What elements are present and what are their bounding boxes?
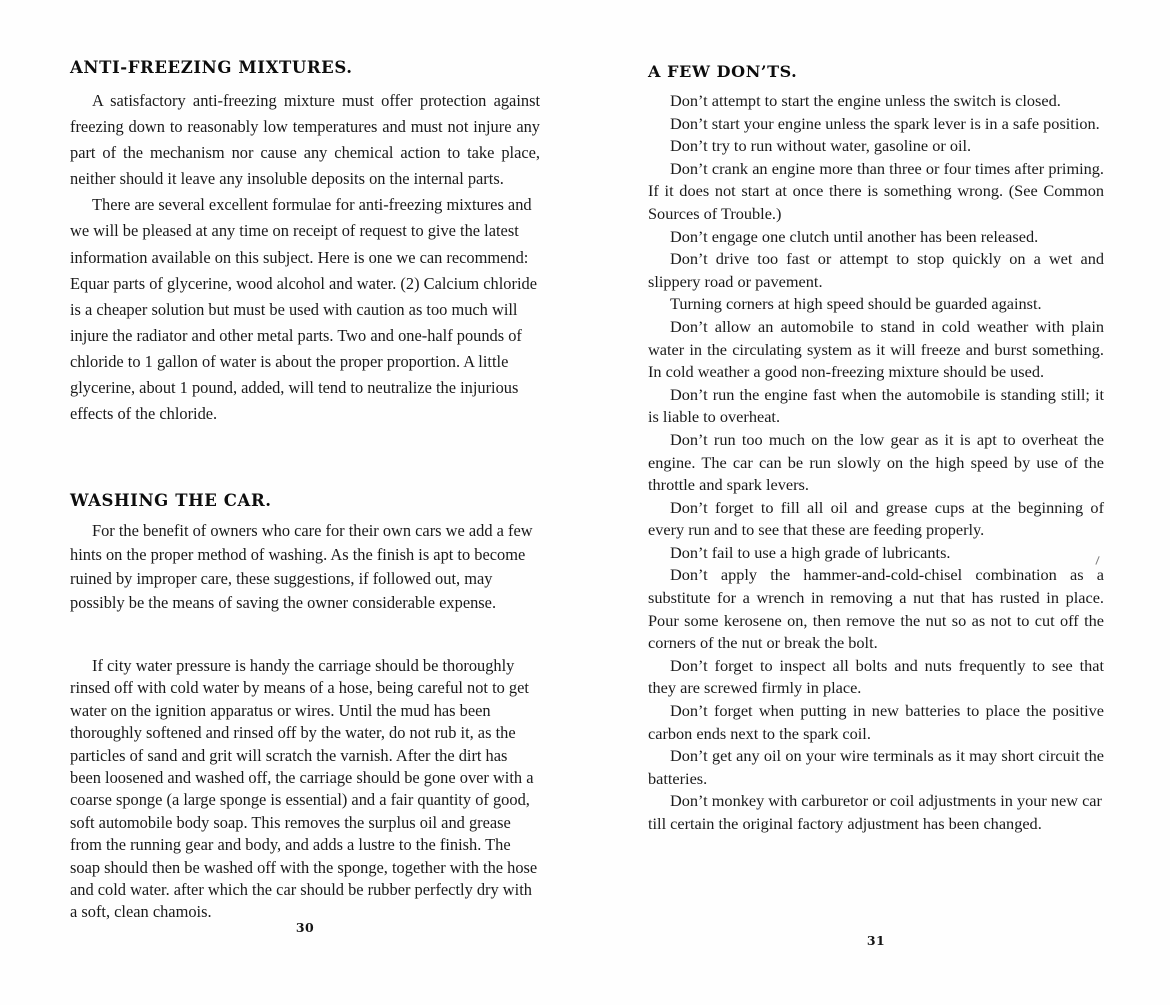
section-heading-a-few-donts: A FEW DON’TS. <box>648 62 798 81</box>
paragraph: A satisfactory anti-freezing mixture must offer protection against freezing down to reasonably low temperatures and must not injure any part of the mechanism nor cause any chemical action to take place, neither should it leave any insoluble deposits on the internal parts. <box>70 91 540 189</box>
paragraph: Don’t drive too fast or attempt to stop quickly on a wet and slippery road or pavement. <box>648 249 1104 291</box>
washing-detail-body <box>70 655 540 924</box>
paragraph: Turning corners at high speed should be guarded against. <box>670 294 1042 314</box>
page-number-left: 30 <box>295 920 315 935</box>
paragraph: Don’t run the engine fast when the automobile is standing still; it is liable to overheat. <box>648 384 1104 427</box>
paragraph: Don’t attempt to start the engine unless the switch is closed. <box>670 91 1061 110</box>
paragraph: Don’t get any oil on your wire terminals as it may short circuit the batteries. <box>648 746 1104 788</box>
paragraph: Don’t try to run without water, gasoline or oil. <box>670 136 972 156</box>
washing-intro-body <box>70 519 540 615</box>
section-heading-washing-the-car: WASHING THE CAR. <box>70 491 272 510</box>
right-page-column <box>648 0 1104 1005</box>
paragraph: There are several excellent formulae for anti-freezing mixtures and we will be pleased at any time on receipt of request to give the latest information available on this subject. Here is one we can recommend: Equar parts of glycerine, wood alcohol and water. (2) Calcium chloride is a cheaper solution but must be used with caution as too much will injure the radiator and other metal parts. Two and one-half pounds of chloride to 1 gallon of water is about the proper proportion. A little glycerine, about 1 pound, added, will tend to neutralize the injurious effects of the chloride. <box>70 195 537 424</box>
paragraph: Don’t fail to use a high grade of lubricants. <box>670 542 951 562</box>
paragraph: If city water pressure is handy the carriage should be thoroughly rinsed off with cold water by means of a hose, being careful not to get water on the ignition apparatus or wires. Until the mud has been thoroughly softened and rinsed off by the water, do not rub it, as the particles of sand and grit will scratch the varnish. After the dirt has been loosened and washed off, the carriage should be gone over with a coarse sponge (a large sponge is essential) and a fair quantity of good, soft automobile body soap. This removes the surplus oil and grease from the running gear and body, and adds a lustre to the finish. The soap should then be washed off with the sponge, together with the hose and cold water. after which the car should be rubber perfectly dry with a soft, clean chamois. <box>70 656 538 922</box>
paragraph: Don’t engage one clutch until another has been released. <box>670 226 1039 246</box>
paragraph: Don’t run too much on the low gear as it is apt to overheat the engine. The car can be run slowly on the high speed by use of the throttle and spark levers. <box>648 429 1104 495</box>
paragraph: Don’t start your engine unless the spark lever is in a safe position. <box>670 113 1100 133</box>
paragraph: Don’t forget to fill all oil and grease cups at the beginning of every run and to see that these are feeding properly. <box>648 497 1104 540</box>
left-page-column <box>70 0 540 1005</box>
page-number-right: 31 <box>866 933 886 948</box>
section-heading-anti-freezing-mixtures: ANTI-FREEZING MIXTURES. <box>70 58 353 77</box>
paragraph: Don’t allow an automobile to stand in cold weather with plain water in the circulating system as it will freeze and burst something. In cold weather a good non-freezing mixture should be used. <box>648 316 1104 382</box>
paragraph: Don’t forget to inspect all bolts and nuts frequently to see that they are screwed firmly in place. <box>648 655 1104 698</box>
paragraph: For the benefit of owners who care for their own cars we add a few hints on the proper method of washing. As the finish is apt to become ruined by improper care, these suggestions, if followed out, may possibly be the means of saving the owner considerable expense. <box>70 521 533 612</box>
paragraph: Don’t forget when putting in new batteries to place the positive carbon ends next to the spark coil. <box>648 701 1104 743</box>
paragraph: Don’t crank an engine more than three or four times after priming. If it does not start at once there is something wrong. (See Common Sources of Trouble.) <box>648 158 1104 223</box>
anti-freezing-body <box>70 88 540 427</box>
paragraph: Don’t apply the hammer-and-cold-chisel combination as a substitute for a wrench in removing a nut that has rusted in place. Pour some kerosene on, then remove the nut so as not to cut off the corners of the nut or break the bolt. <box>648 565 1104 653</box>
paragraph: Don’t monkey with carburetor or coil adjustments in your new car till certain the original factory adjustment has been changed. <box>648 791 1102 833</box>
donts-body <box>648 90 1104 836</box>
